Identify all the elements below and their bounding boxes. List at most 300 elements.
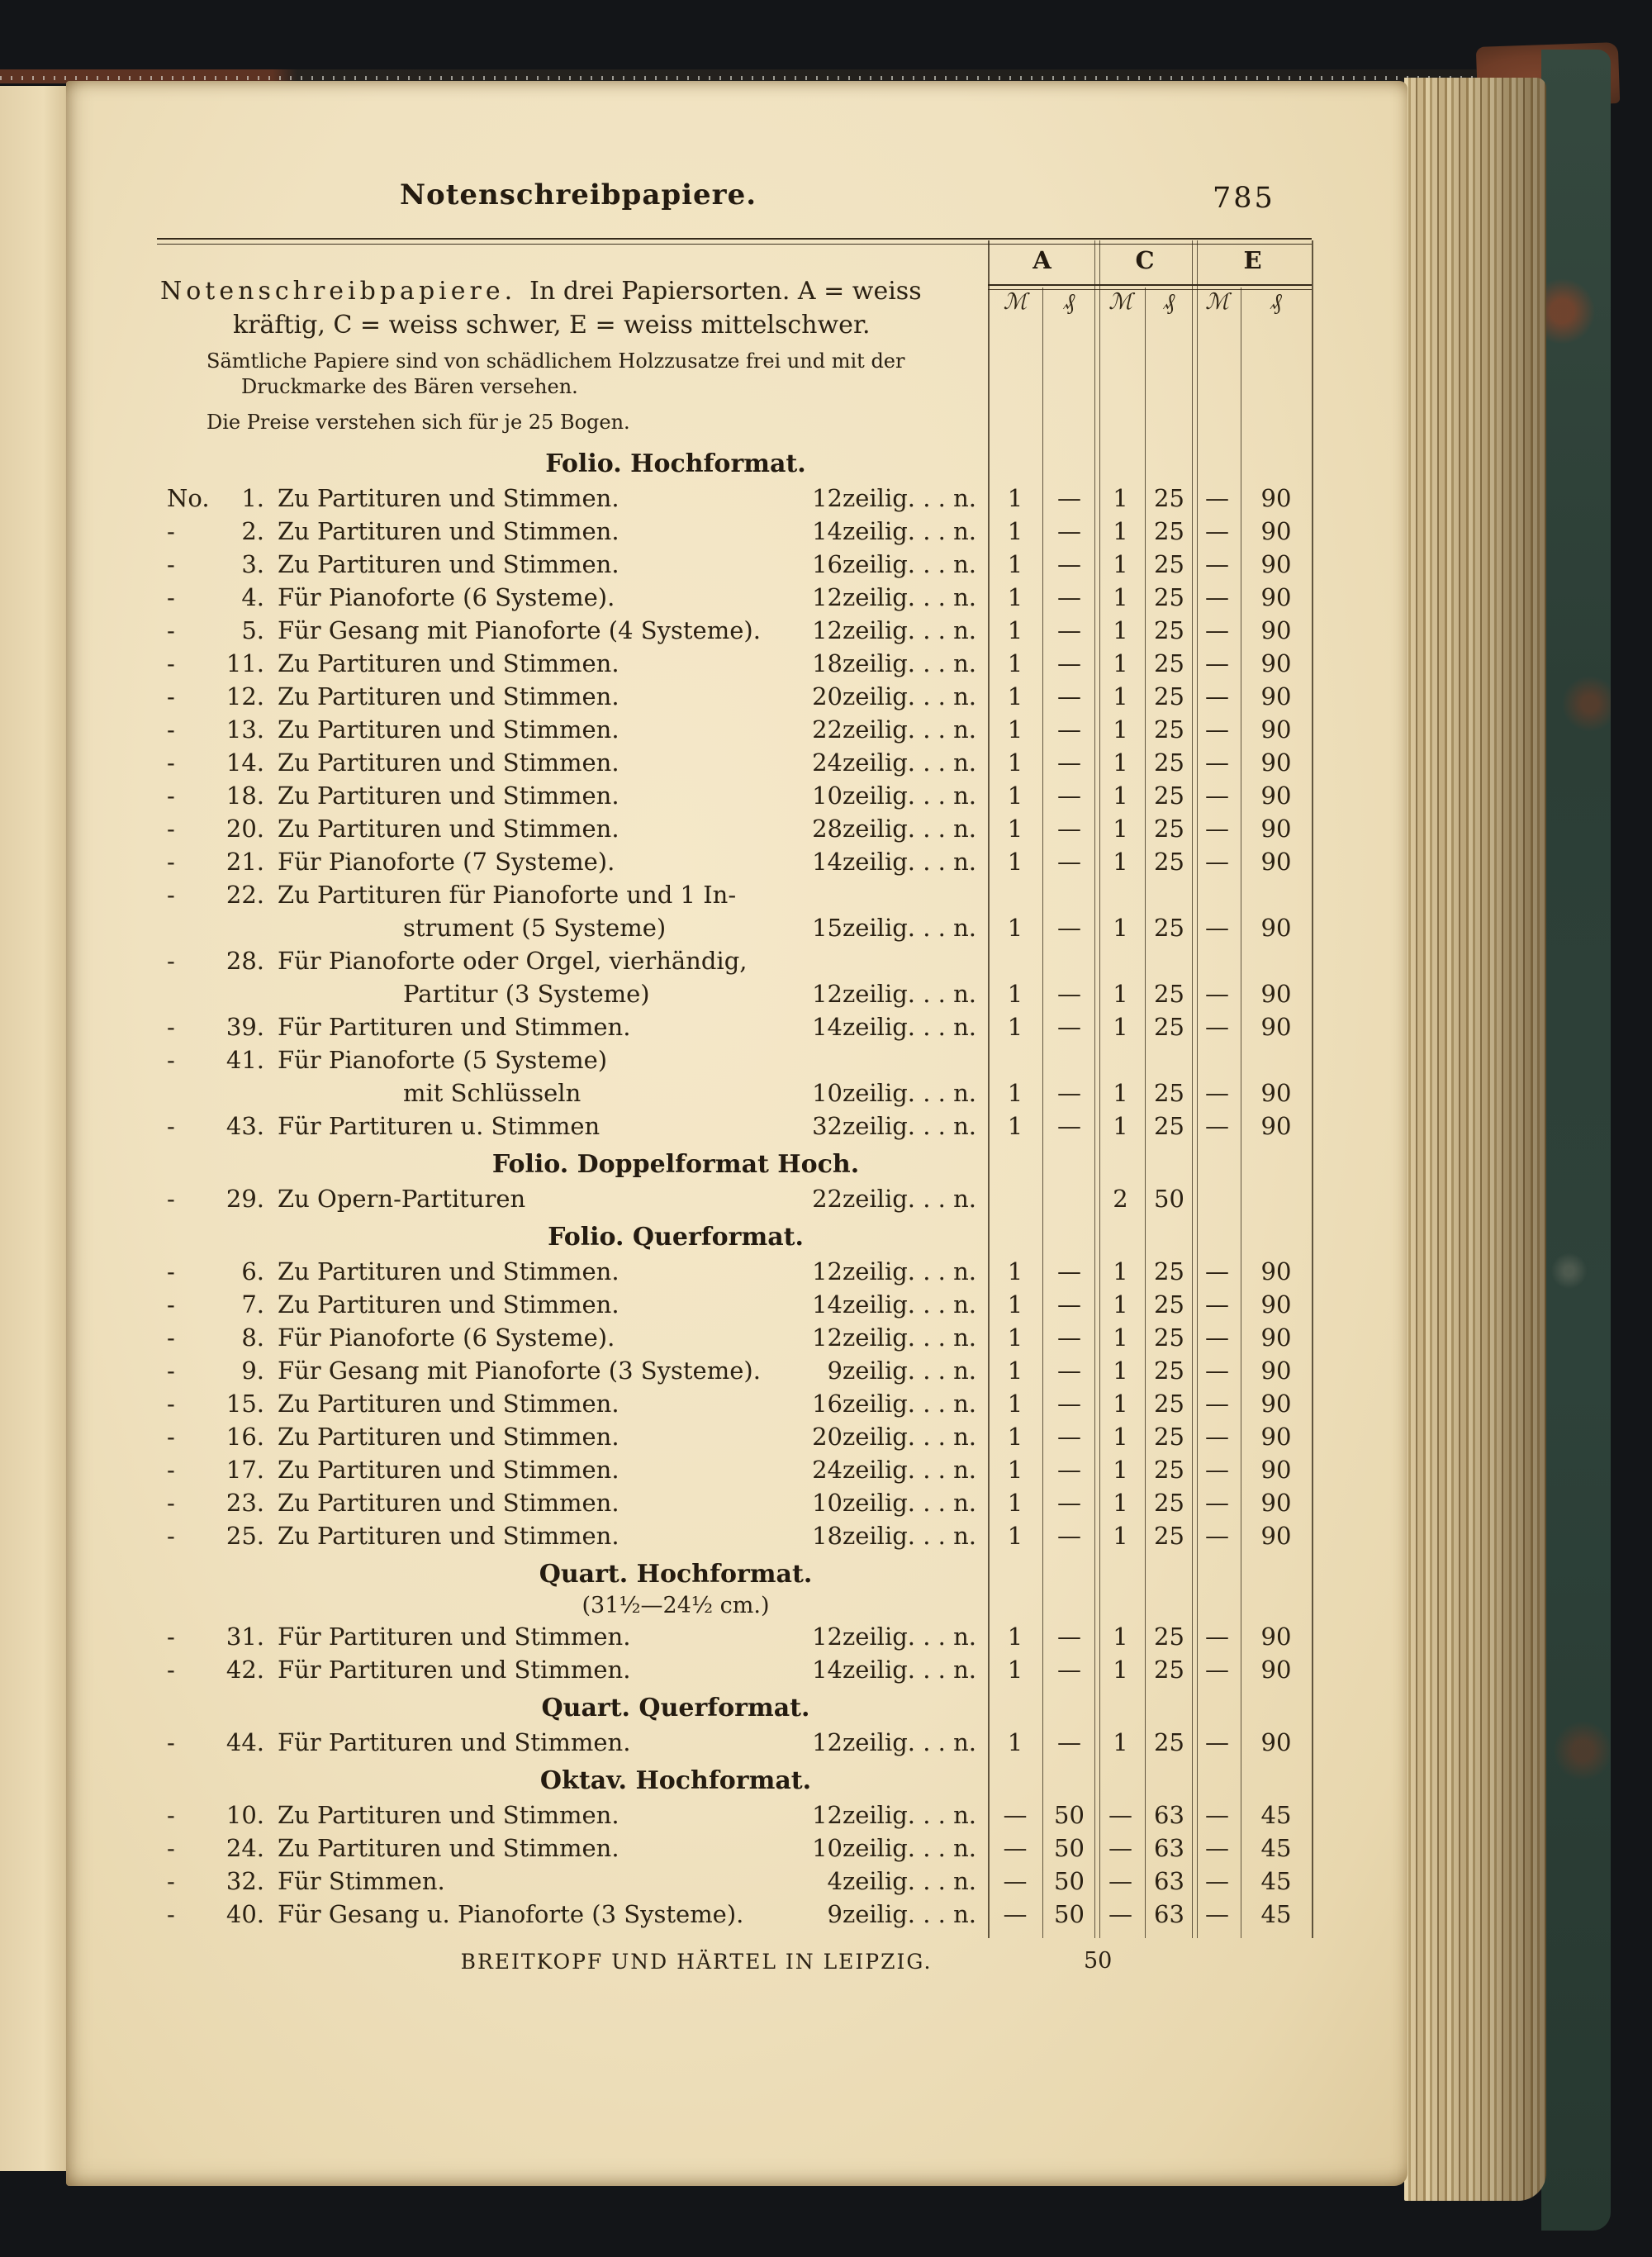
header-double-rule <box>157 238 1312 245</box>
mark-sign: ℳ <box>1205 289 1229 315</box>
row-prefix: - <box>167 1257 175 1285</box>
cell-no <box>157 1109 264 1143</box>
intro-line-1 <box>160 274 986 309</box>
price-cell: 25 <box>1154 682 1184 710</box>
row-prefix: - <box>167 1867 175 1895</box>
row-number: 14. <box>225 748 264 777</box>
price-cell <box>1145 878 1194 911</box>
price-cell: 50 <box>1054 1900 1085 1928</box>
price-cell: 1 <box>1113 914 1128 942</box>
price-cell: 25 <box>1154 1257 1184 1285</box>
price-cell: — <box>1003 1900 1028 1928</box>
price-cell: 25 <box>1154 1357 1184 1385</box>
cell-no <box>157 1653 264 1686</box>
cell-staves: 10zeilig. . . n. <box>812 1489 976 1517</box>
price-cell: 1 <box>1113 1357 1128 1385</box>
row-prefix: - <box>167 517 175 545</box>
price-cell: 90 <box>1260 1489 1292 1517</box>
price-cell: 25 <box>1154 649 1184 677</box>
row-prefix: - <box>167 649 175 677</box>
row-prefix: - <box>167 1290 175 1319</box>
row-prefix: - <box>167 1390 175 1418</box>
price-cell: 90 <box>1260 682 1292 710</box>
row-prefix: - <box>167 1013 175 1041</box>
price-cell: — <box>1205 1357 1229 1385</box>
row-prefix: - <box>167 682 175 710</box>
row-number: 4. <box>241 583 264 611</box>
price-cell <box>988 1043 1042 1076</box>
intro-line-2: kräftig, C = weiss schwer, E = weiss mittelschwer. <box>233 311 871 340</box>
page-title: Notenschreibpapiere. <box>399 178 757 211</box>
row-number: 25. <box>225 1522 264 1550</box>
table-row <box>157 482 1312 515</box>
price-cell: — <box>1057 1489 1081 1517</box>
table-row <box>157 1182 1312 1215</box>
table-row <box>157 1321 1312 1354</box>
cell-no <box>157 1387 264 1420</box>
price-cell: — <box>1057 815 1081 843</box>
pfennig-sign: ₰ <box>1063 289 1075 315</box>
table-row <box>157 911 1312 944</box>
price-cell: — <box>1205 1257 1229 1285</box>
cell-description: Partitur (3 Systeme) <box>403 980 650 1008</box>
cell-description: Für Pianoforte (6 Systeme). <box>278 583 615 611</box>
cell-description: Für Gesang u. Pianoforte (3 Systeme). <box>278 1900 744 1928</box>
price-cell: 25 <box>1154 1456 1184 1484</box>
price-cell: 90 <box>1260 484 1292 512</box>
cell-staves: 9zeilig. . . n. <box>827 1900 976 1928</box>
row-number <box>215 911 264 944</box>
price-cell: — <box>1003 1867 1028 1895</box>
cell-description: Für Pianoforte (6 Systeme). <box>278 1323 615 1352</box>
table-row <box>157 845 1312 878</box>
row-number: 10. <box>225 1801 264 1829</box>
price-cell: 45 <box>1260 1900 1292 1928</box>
price-cell: — <box>1057 1522 1081 1550</box>
cell-description: Zu Partituren und Stimmen. <box>278 782 620 810</box>
row-prefix <box>167 1076 215 1109</box>
intro-note-1a: Sämtliche Papiere sind von schädlichem Holzzusatze frei und mit der <box>206 349 905 373</box>
price-cell: 25 <box>1154 914 1184 942</box>
price-cell: — <box>1057 1257 1081 1285</box>
cell-no <box>157 581 264 614</box>
price-cell: 1 <box>1007 1290 1023 1319</box>
row-prefix: - <box>167 1185 175 1213</box>
row-number: 3. <box>241 550 264 578</box>
row-prefix: - <box>167 881 175 909</box>
price-cell: — <box>1205 1656 1229 1684</box>
price-cell: — <box>1205 517 1229 545</box>
cell-staves: 12zeilig. . . n. <box>812 1801 976 1829</box>
price-cell: 1 <box>1113 1323 1128 1352</box>
cell-no <box>157 1486 264 1519</box>
table-row <box>157 878 1312 911</box>
table-row <box>157 1453 1312 1486</box>
price-cell: 25 <box>1154 815 1184 843</box>
price-cell: 1 <box>1007 1013 1023 1041</box>
price-cell: 25 <box>1154 1522 1184 1550</box>
row-number: 15. <box>225 1390 264 1418</box>
price-cell: 1 <box>1113 484 1128 512</box>
table-row <box>157 1519 1312 1552</box>
table-row <box>157 1898 1312 1931</box>
price-cell <box>1145 944 1194 977</box>
row-number: 29. <box>225 1185 264 1213</box>
price-cell <box>1042 1043 1096 1076</box>
table-row <box>157 548 1312 581</box>
cell-staves: 22zeilig. . . n. <box>812 715 976 744</box>
cell-no <box>157 878 264 911</box>
price-cell: — <box>1057 682 1081 710</box>
price-cell: 1 <box>1007 1112 1023 1140</box>
book-cover-right <box>1541 50 1611 2231</box>
row-number: 41. <box>225 1046 264 1074</box>
price-cell: 25 <box>1154 1489 1184 1517</box>
table-row <box>157 1043 1312 1076</box>
section-heading: Oktav. Hochformat. <box>539 1766 812 1795</box>
price-cell: — <box>1057 748 1081 777</box>
price-cell: — <box>1205 1423 1229 1451</box>
cell-staves: 24zeilig. . . n. <box>812 1456 976 1484</box>
price-cell: — <box>1205 1112 1229 1140</box>
cell-no <box>157 515 264 548</box>
price-cell: — <box>1205 583 1229 611</box>
row-number: 11. <box>225 649 264 677</box>
row-number: 39. <box>225 1013 264 1041</box>
price-cell: 63 <box>1154 1801 1184 1829</box>
price-cell: — <box>1205 980 1229 1008</box>
price-cell: 1 <box>1113 1623 1128 1651</box>
price-cell: — <box>1205 1456 1229 1484</box>
price-cell: 1 <box>1113 748 1128 777</box>
cell-no <box>157 548 264 581</box>
price-cell: 63 <box>1154 1900 1184 1928</box>
price-cell: 1 <box>1007 848 1023 876</box>
cell-no <box>157 812 264 845</box>
table-row <box>157 1255 1312 1288</box>
price-cell: 1 <box>1007 1257 1023 1285</box>
price-cell: — <box>1057 1456 1081 1484</box>
row-prefix <box>167 911 215 944</box>
row-number: 42. <box>225 1656 264 1684</box>
row-prefix: - <box>167 1112 175 1140</box>
row-number: 16. <box>225 1423 264 1451</box>
price-cell: 1 <box>1007 1323 1023 1352</box>
intro-note-2: Die Preise verstehen sich für je 25 Bogen. <box>206 411 630 434</box>
cell-no <box>157 1288 264 1321</box>
price-cell: 90 <box>1260 1112 1292 1140</box>
table-row <box>157 1865 1312 1898</box>
cell-no <box>157 1010 264 1043</box>
price-cell: 25 <box>1154 1013 1184 1041</box>
price-cell <box>1241 878 1312 911</box>
price-cell: — <box>1205 715 1229 744</box>
price-cell: 1 <box>1113 682 1128 710</box>
cell-staves: 22zeilig. . . n. <box>812 1185 976 1213</box>
table-row <box>157 1832 1312 1865</box>
price-cell: 1 <box>1007 748 1023 777</box>
cell-no <box>157 1832 264 1865</box>
price-cell: — <box>1205 649 1229 677</box>
price-cell: 90 <box>1260 1390 1292 1418</box>
price-cell: — <box>1108 1867 1132 1895</box>
column-group-labels <box>988 246 1312 274</box>
price-cell: — <box>1057 550 1081 578</box>
row-number: 2. <box>241 517 264 545</box>
cell-no <box>157 482 264 515</box>
cell-staves <box>803 944 988 977</box>
cell-no <box>157 1420 264 1453</box>
cell-description: Zu Partituren und Stimmen. <box>278 715 620 744</box>
price-cell: 90 <box>1260 550 1292 578</box>
price-cell: 45 <box>1260 1801 1292 1829</box>
cell-staves: 4zeilig. . . n. <box>827 1867 976 1895</box>
cell-staves <box>803 1043 988 1076</box>
row-prefix: - <box>167 815 175 843</box>
row-prefix: - <box>167 1423 175 1451</box>
price-cell: — <box>1057 1079 1081 1107</box>
cell-description: mit Schlüsseln <box>403 1079 582 1107</box>
price-cell: 1 <box>1113 1656 1128 1684</box>
price-cell <box>1194 1043 1241 1076</box>
price-cell: — <box>1003 1834 1028 1862</box>
row-prefix: - <box>167 1046 175 1074</box>
table-row <box>157 746 1312 779</box>
row-prefix: No. <box>167 484 210 512</box>
price-cell: 90 <box>1260 1456 1292 1484</box>
row-number: 20. <box>225 815 264 843</box>
cell-no <box>157 680 264 713</box>
price-cell <box>1042 878 1096 911</box>
table-row <box>157 614 1312 647</box>
cell-staves: 12zeilig. . . n. <box>812 1623 976 1651</box>
price-cell: 25 <box>1154 715 1184 744</box>
price-cell: 1 <box>1007 715 1023 744</box>
price-cell: 1 <box>1113 1423 1128 1451</box>
price-cell: 1 <box>1007 550 1023 578</box>
cell-description: Zu Partituren und Stimmen. <box>278 550 620 578</box>
price-cell: 50 <box>1154 1185 1184 1213</box>
cell-staves: 14zeilig. . . n. <box>812 848 976 876</box>
price-cell: 90 <box>1260 1079 1292 1107</box>
cell-no <box>157 1453 264 1486</box>
row-number <box>215 977 264 1010</box>
intro-note-1b: Druckmarke des Bären versehen. <box>241 375 578 398</box>
cell-staves: 12zeilig. . . n. <box>812 484 976 512</box>
price-cell: — <box>1205 1623 1229 1651</box>
table-row <box>157 1288 1312 1321</box>
cell-staves: 9zeilig. . . n. <box>827 1357 976 1385</box>
price-cell <box>1241 944 1312 977</box>
price-cell: 1 <box>1113 1257 1128 1285</box>
price-cell: 1 <box>1007 517 1023 545</box>
row-prefix: - <box>167 1834 175 1862</box>
cell-staves: 14zeilig. . . n. <box>812 1013 976 1041</box>
cell-description: Für Pianoforte oder Orgel, vierhändig, <box>278 947 748 975</box>
price-cell: 25 <box>1154 1390 1184 1418</box>
cell-staves: 12zeilig. . . n. <box>812 1728 976 1756</box>
price-cell: 25 <box>1154 1290 1184 1319</box>
section-heading: Quart. Querformat. <box>541 1694 810 1722</box>
price-cell <box>988 878 1042 911</box>
price-cell: 1 <box>1113 1390 1128 1418</box>
price-cell: 25 <box>1154 1112 1184 1140</box>
price-cell: — <box>1205 1728 1229 1756</box>
cell-staves: 20zeilig. . . n. <box>812 1423 976 1451</box>
cell-description: Zu Partituren und Stimmen. <box>278 1257 620 1285</box>
row-prefix: - <box>167 715 175 744</box>
row-number: 17. <box>225 1456 264 1484</box>
cell-no <box>157 977 264 1010</box>
price-cell <box>1194 878 1241 911</box>
cell-staves: 14zeilig. . . n. <box>812 1656 976 1684</box>
cell-staves: 14zeilig. . . n. <box>812 1290 976 1319</box>
price-cell: 1 <box>1007 1357 1023 1385</box>
table-rule-right <box>1312 240 1313 1938</box>
row-number: 28. <box>225 947 264 975</box>
price-cell: 1 <box>1113 1112 1128 1140</box>
price-cell: 90 <box>1260 1423 1292 1451</box>
price-cell: — <box>1205 1522 1229 1550</box>
row-number: 31. <box>225 1623 264 1651</box>
price-cell <box>1194 1182 1241 1215</box>
row-number: 24. <box>225 1834 264 1862</box>
price-cell: — <box>1205 1323 1229 1352</box>
row-prefix: - <box>167 1656 175 1684</box>
price-cell: — <box>1057 583 1081 611</box>
row-prefix: - <box>167 748 175 777</box>
price-cell: 90 <box>1260 583 1292 611</box>
row-prefix: - <box>167 1456 175 1484</box>
row-prefix <box>167 977 215 1010</box>
price-cell: — <box>1108 1900 1132 1928</box>
price-cell: — <box>1057 517 1081 545</box>
cell-description: Zu Opern-Partituren <box>278 1185 526 1213</box>
row-number: 18. <box>225 782 264 810</box>
row-number: 22. <box>225 881 264 909</box>
price-cell: 1 <box>1113 848 1128 876</box>
price-cell <box>988 1182 1042 1215</box>
price-cell: 1 <box>1007 1728 1023 1756</box>
price-cell <box>1241 1043 1312 1076</box>
row-prefix: - <box>167 1900 175 1928</box>
cell-no <box>157 911 264 944</box>
cell-no <box>157 1076 264 1109</box>
price-cell: — <box>1003 1801 1028 1829</box>
price-cell: 63 <box>1154 1834 1184 1862</box>
price-cell: 90 <box>1260 616 1292 644</box>
price-cell: 90 <box>1260 848 1292 876</box>
price-cell <box>988 944 1042 977</box>
cell-staves: 12zeilig. . . n. <box>812 1323 976 1352</box>
price-cell: 1 <box>1113 649 1128 677</box>
price-cell: 90 <box>1260 1290 1292 1319</box>
cell-description: Für Partituren und Stimmen. <box>278 1728 631 1756</box>
price-cell: 90 <box>1260 914 1292 942</box>
price-cell: 1 <box>1007 1456 1023 1484</box>
column-group-a: A <box>1032 246 1051 274</box>
price-cell: 90 <box>1260 748 1292 777</box>
page-content <box>157 238 1313 1981</box>
price-cell: 90 <box>1260 1623 1292 1651</box>
price-cell: — <box>1057 1390 1081 1418</box>
price-cell: — <box>1057 649 1081 677</box>
table-row <box>157 1620 1312 1653</box>
price-cell: 1 <box>1113 1489 1128 1517</box>
price-cell: 1 <box>1007 815 1023 843</box>
price-cell: — <box>1205 914 1229 942</box>
table-row <box>157 1354 1312 1387</box>
price-cell: 1 <box>1007 484 1023 512</box>
cell-staves: 18zeilig. . . n. <box>812 649 976 677</box>
price-cell: — <box>1205 616 1229 644</box>
cell-no <box>157 1798 264 1832</box>
price-cell: — <box>1057 1013 1081 1041</box>
table-row <box>157 1010 1312 1043</box>
table-row <box>157 1420 1312 1453</box>
price-cell: — <box>1205 848 1229 876</box>
cell-no <box>157 1182 264 1215</box>
column-group-c: C <box>1135 246 1155 274</box>
price-cell: — <box>1057 1623 1081 1651</box>
price-cell: 90 <box>1260 980 1292 1008</box>
price-cell: 25 <box>1154 1323 1184 1352</box>
price-cell: 25 <box>1154 1728 1184 1756</box>
row-prefix: - <box>167 583 175 611</box>
price-cell: — <box>1205 1867 1229 1895</box>
row-number: 44. <box>225 1728 264 1756</box>
cell-description: Zu Partituren und Stimmen. <box>278 682 620 710</box>
row-prefix: - <box>167 1522 175 1550</box>
cell-no <box>157 647 264 680</box>
mark-sign: ℳ <box>1003 289 1028 315</box>
price-cell: 1 <box>1007 1522 1023 1550</box>
row-number: 8. <box>241 1323 264 1352</box>
price-cell <box>1096 1043 1145 1076</box>
price-cell: 1 <box>1113 616 1128 644</box>
cell-no <box>157 1043 264 1076</box>
price-cell: 90 <box>1260 1257 1292 1285</box>
price-cell: 25 <box>1154 616 1184 644</box>
table-row <box>157 1109 1312 1143</box>
cell-description: Für Partituren u. Stimmen <box>278 1112 601 1140</box>
price-cell: — <box>1057 1357 1081 1385</box>
price-cell: 25 <box>1154 1423 1184 1451</box>
cell-description: Zu Partituren und Stimmen. <box>278 1489 620 1517</box>
price-cell: 1 <box>1113 1728 1128 1756</box>
cell-staves: 12zeilig. . . n. <box>812 980 976 1008</box>
cell-description: Zu Partituren für Pianoforte und 1 In- <box>278 881 737 909</box>
cell-staves: 10zeilig. . . n. <box>812 1079 976 1107</box>
price-cell: 25 <box>1154 848 1184 876</box>
price-cell: 90 <box>1260 1357 1292 1385</box>
cell-description: Zu Partituren und Stimmen. <box>278 1801 620 1829</box>
cell-staves: 12zeilig. . . n. <box>812 616 976 644</box>
price-cell: 90 <box>1260 1013 1292 1041</box>
table-row <box>157 680 1312 713</box>
price-cell: 1 <box>1007 914 1023 942</box>
cell-no <box>157 614 264 647</box>
price-cell: 45 <box>1260 1867 1292 1895</box>
price-cell: — <box>1205 1390 1229 1418</box>
table-row <box>157 713 1312 746</box>
table-row <box>157 977 1312 1010</box>
cell-staves: 28zeilig. . . n. <box>812 815 976 843</box>
row-number <box>215 1076 264 1109</box>
cell-description: Zu Partituren und Stimmen. <box>278 649 620 677</box>
table-row <box>157 647 1312 680</box>
row-prefix: - <box>167 947 175 975</box>
